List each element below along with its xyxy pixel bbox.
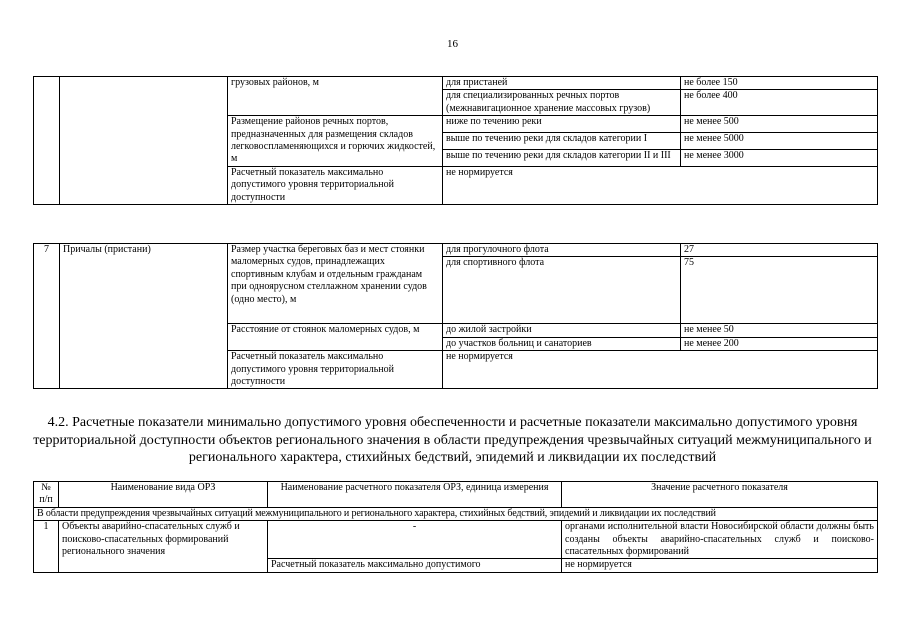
value-cell: не более 150 bbox=[681, 77, 878, 90]
emergency-indicators-table bbox=[33, 481, 878, 573]
value-cell: не более 400 bbox=[681, 90, 878, 116]
indicators-table-row-7 bbox=[33, 243, 878, 389]
indicator-cell: Размещение районов речных портов, предназначенных для размещения складов легковоспламеняющихся и горючих жидкостей, м bbox=[228, 116, 443, 167]
object-name: Причалы (пристани) bbox=[60, 244, 228, 389]
indicator-cell: - bbox=[268, 521, 562, 559]
value-cell: 27 bbox=[681, 244, 878, 257]
page-number: 16 bbox=[447, 38, 458, 50]
indicator-cell: Расчетный показатель максимально допустимого bbox=[268, 559, 562, 572]
value-cell: не менее 50 bbox=[681, 324, 878, 337]
object-name: Объекты аварийно-спасательных служб и поисково-спасательных формирований регионального значения bbox=[59, 521, 268, 573]
condition-cell: до жилой застройки bbox=[443, 324, 681, 337]
condition-cell: до участков больниц и санаториев bbox=[443, 337, 681, 350]
condition-cell: для пристаней bbox=[443, 77, 681, 90]
header-value: Значение расчетного показателя bbox=[562, 482, 878, 508]
indicator-cell: Размер участка береговых баз и мест стоянки маломерных судов, принадлежащих спортивным клубам и отдельным гражданам при одноярусном стеллажном хранении судов (одно место), м bbox=[228, 244, 443, 324]
indicator-cell: грузовых районов, м bbox=[228, 77, 443, 116]
indicators-table-continued bbox=[33, 76, 878, 205]
condition-cell: ниже по течению реки bbox=[443, 116, 681, 133]
header-number: № п/п bbox=[34, 482, 59, 508]
table-row bbox=[34, 77, 878, 90]
value-cell: не менее 3000 bbox=[681, 149, 878, 166]
header-indicator: Наименование расчетного показателя ОРЗ, единица измерения bbox=[268, 482, 562, 508]
value-cell: не нормируется bbox=[443, 166, 878, 204]
section-heading: 4.2. Расчетные показатели минимально допустимого уровня обеспеченности и расчетные показатели максимально допустимого уровня территориальной доступности объектов регионального значения в области предупреждения чрезвычайных ситуаций межмуниципального и регионального характера, стихийных бедствий, эпидемий и ликвидации их последствий bbox=[33, 415, 872, 465]
condition-cell: для спортивного флота bbox=[443, 257, 681, 324]
row-number: 7 bbox=[34, 244, 60, 389]
table-row bbox=[34, 521, 878, 559]
indicator-cell: Расстояние от стоянок маломерных судов, м bbox=[228, 324, 443, 351]
value-cell: не менее 5000 bbox=[681, 133, 878, 150]
value-cell: не менее 200 bbox=[681, 337, 878, 350]
condition-cell: выше по течению реки для складов категории II и III bbox=[443, 149, 681, 166]
row-number: 1 bbox=[34, 521, 59, 573]
value-cell: не нормируется bbox=[443, 351, 878, 389]
value-cell: не менее 500 bbox=[681, 116, 878, 133]
value-cell: не нормируется bbox=[562, 559, 878, 572]
table-row bbox=[34, 244, 878, 257]
condition-cell: выше по течению реки для складов категории I bbox=[443, 133, 681, 150]
value-cell: органами исполнительной власти Новосибирской области должны быть созданы объекты аварийно-спасательных служб и поисково-спасательных формирований bbox=[562, 521, 878, 559]
indicator-cell: Расчетный показатель максимально допустимого уровня территориальной доступности bbox=[228, 166, 443, 204]
condition-cell: для специализированных речных портов (межнавигационное хранение массовых грузов) bbox=[443, 90, 681, 116]
group-row-label: В области предупреждения чрезвычайных ситуаций межмуниципального и регионального характера, стихийных бедствий, эпидемий и ликвидации их последствий bbox=[34, 507, 878, 520]
header-type: Наименование вида ОРЗ bbox=[59, 482, 268, 508]
group-row bbox=[34, 507, 878, 520]
number-cell bbox=[34, 77, 60, 205]
indicator-cell: Расчетный показатель максимально допустимого уровня территориальной доступности bbox=[228, 351, 443, 389]
table-header-row bbox=[34, 482, 878, 508]
object-cell bbox=[60, 77, 228, 205]
condition-cell: для прогулочного флота bbox=[443, 244, 681, 257]
value-cell: 75 bbox=[681, 257, 878, 324]
